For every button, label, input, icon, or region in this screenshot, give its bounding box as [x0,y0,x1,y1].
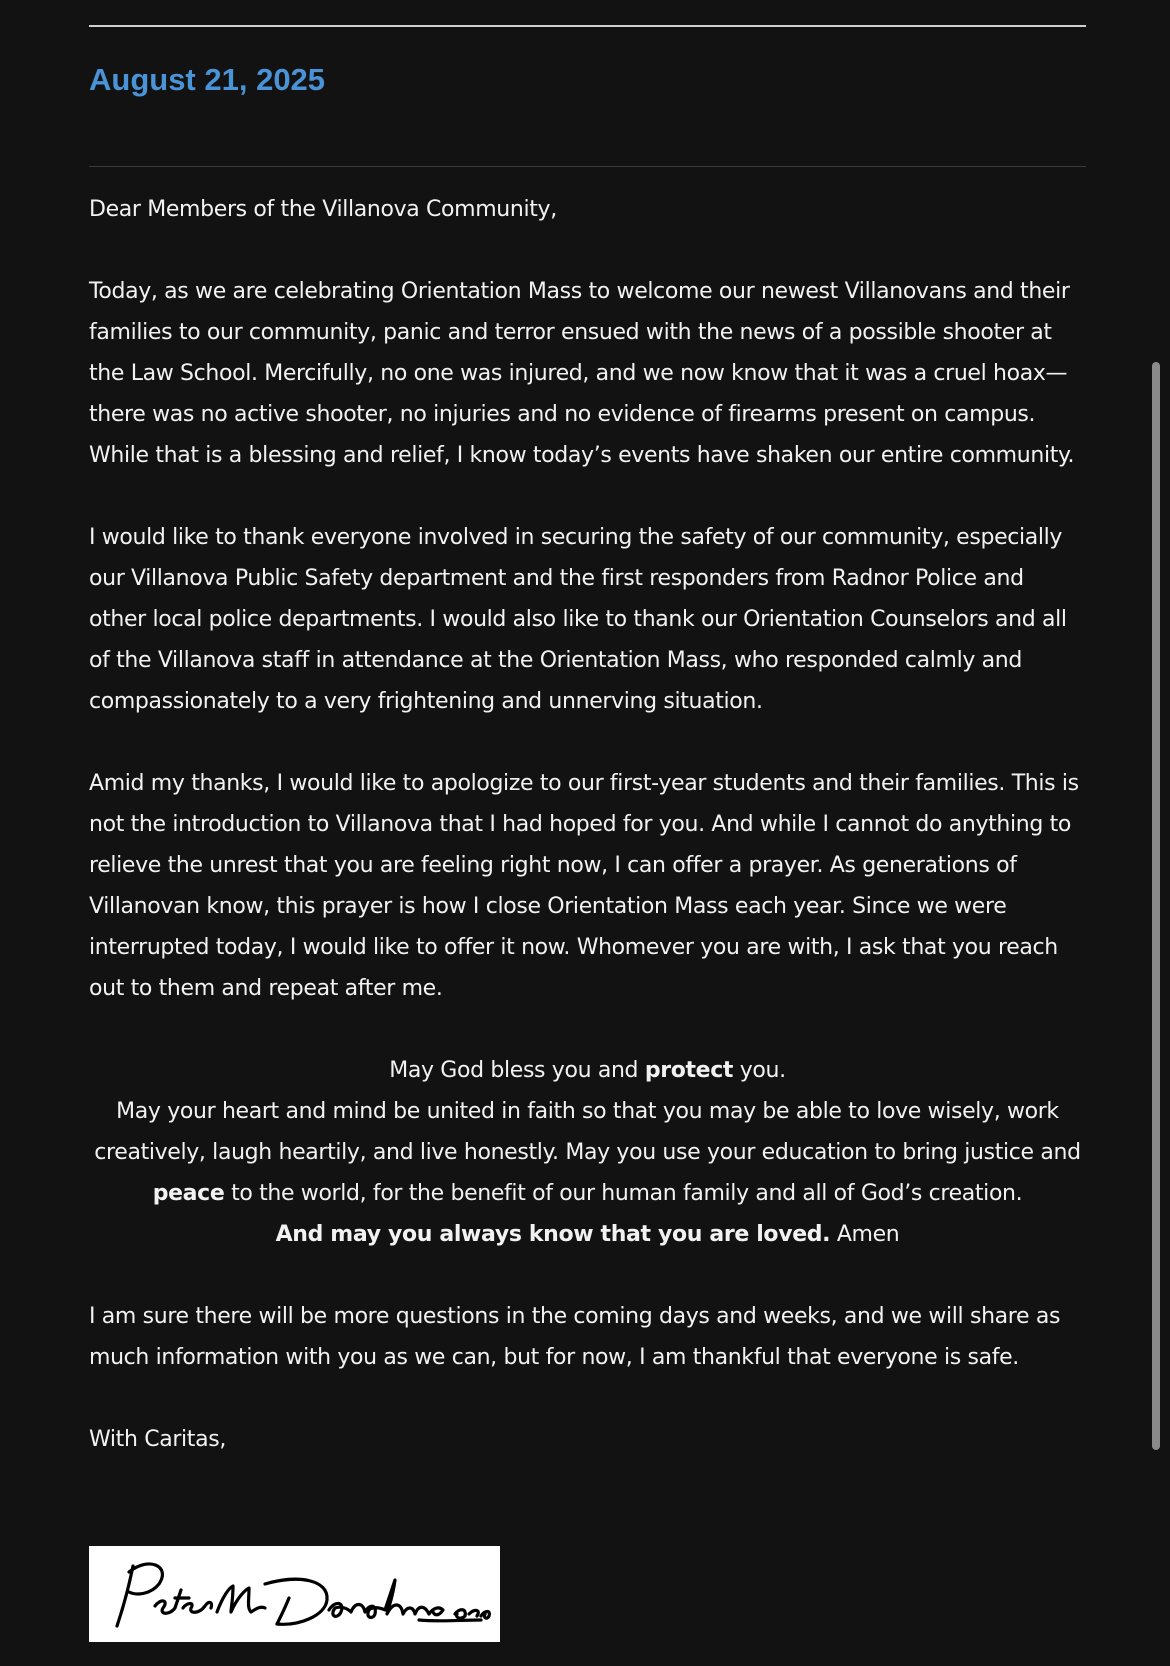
prayer-text: to the world, for the benefit of our human family and all of God’s creation. [224,1181,1023,1206]
salutation: Dear Members of the Villanova Community, [89,197,557,222]
paragraph-apology: Amid my thanks, I would like to apologize to our first-year students and their families. This is not the introduction to Villanova that I had hoped for you. And while I cannot do anything to relieve the unrest that you are feeling right now, I can offer a prayer. As generations of Villanovan know, this prayer is how I close Orientation Mass each year. Since we were interrupted today, I would like to offer it now. Whomever you are with, I ask that you reach out to them and repeat after me. [89,771,1079,1001]
paragraph-closing-remarks: I am sure there will be more questions in the coming days and weeks, and we will share as much information with you as we can, but for now, I am thankful that everyone is safe. [89,1304,1061,1370]
prayer-line-1 [89,1050,1086,1091]
top-divider [89,25,1086,27]
letter-date: August 21, 2025 [89,62,326,97]
paragraph-thanks: I would like to thank everyone involved in securing the safety of our community, especially our Villanova Public Safety department and the first responders from Radnor Police and other local police departments. I would also like to thank our Orientation Counselors and all of the Villanova staff in attendance at the Orientation Mass, who responded calmly and compassionately to a very frightening and unnerving situation. [89,525,1067,714]
signature-image [89,1546,500,1642]
letter-body [89,189,1086,1501]
prayer-text: May God bless you and [389,1058,645,1083]
paragraph-incident: Today, as we are celebrating Orientation Mass to welcome our newest Villanovans and their families to our community, panic and terror ensued with the news of a possible shooter at the Law School. Mercifully, no one was injured, and we now know that it was a cruel hoax—there was no active shooter, no injuries and no evidence of firearms present on campus. While that is a blessing and relief, I know today’s events have shaken our entire community. [89,279,1075,468]
closing-line: With Caritas, [89,1427,226,1452]
date-divider [89,166,1086,167]
prayer-text: you. [733,1058,786,1083]
prayer-block [89,1050,1086,1255]
prayer-text: May your heart and mind be united in faith so that you may be able to love wisely, work creatively, laugh heartily, and live honestly. May you use your education to bring justice and [94,1099,1081,1165]
prayer-text: Amen [830,1222,900,1247]
scrollbar-thumb[interactable] [1152,362,1160,1450]
prayer-line-3 [89,1214,1086,1255]
prayer-bold-loved: And may you always know that you are loved. [275,1222,831,1247]
handwritten-signature [89,1546,500,1642]
prayer-bold-protect: protect [644,1058,734,1083]
prayer-line-2 [89,1091,1086,1214]
prayer-bold-peace: peace [152,1181,225,1206]
